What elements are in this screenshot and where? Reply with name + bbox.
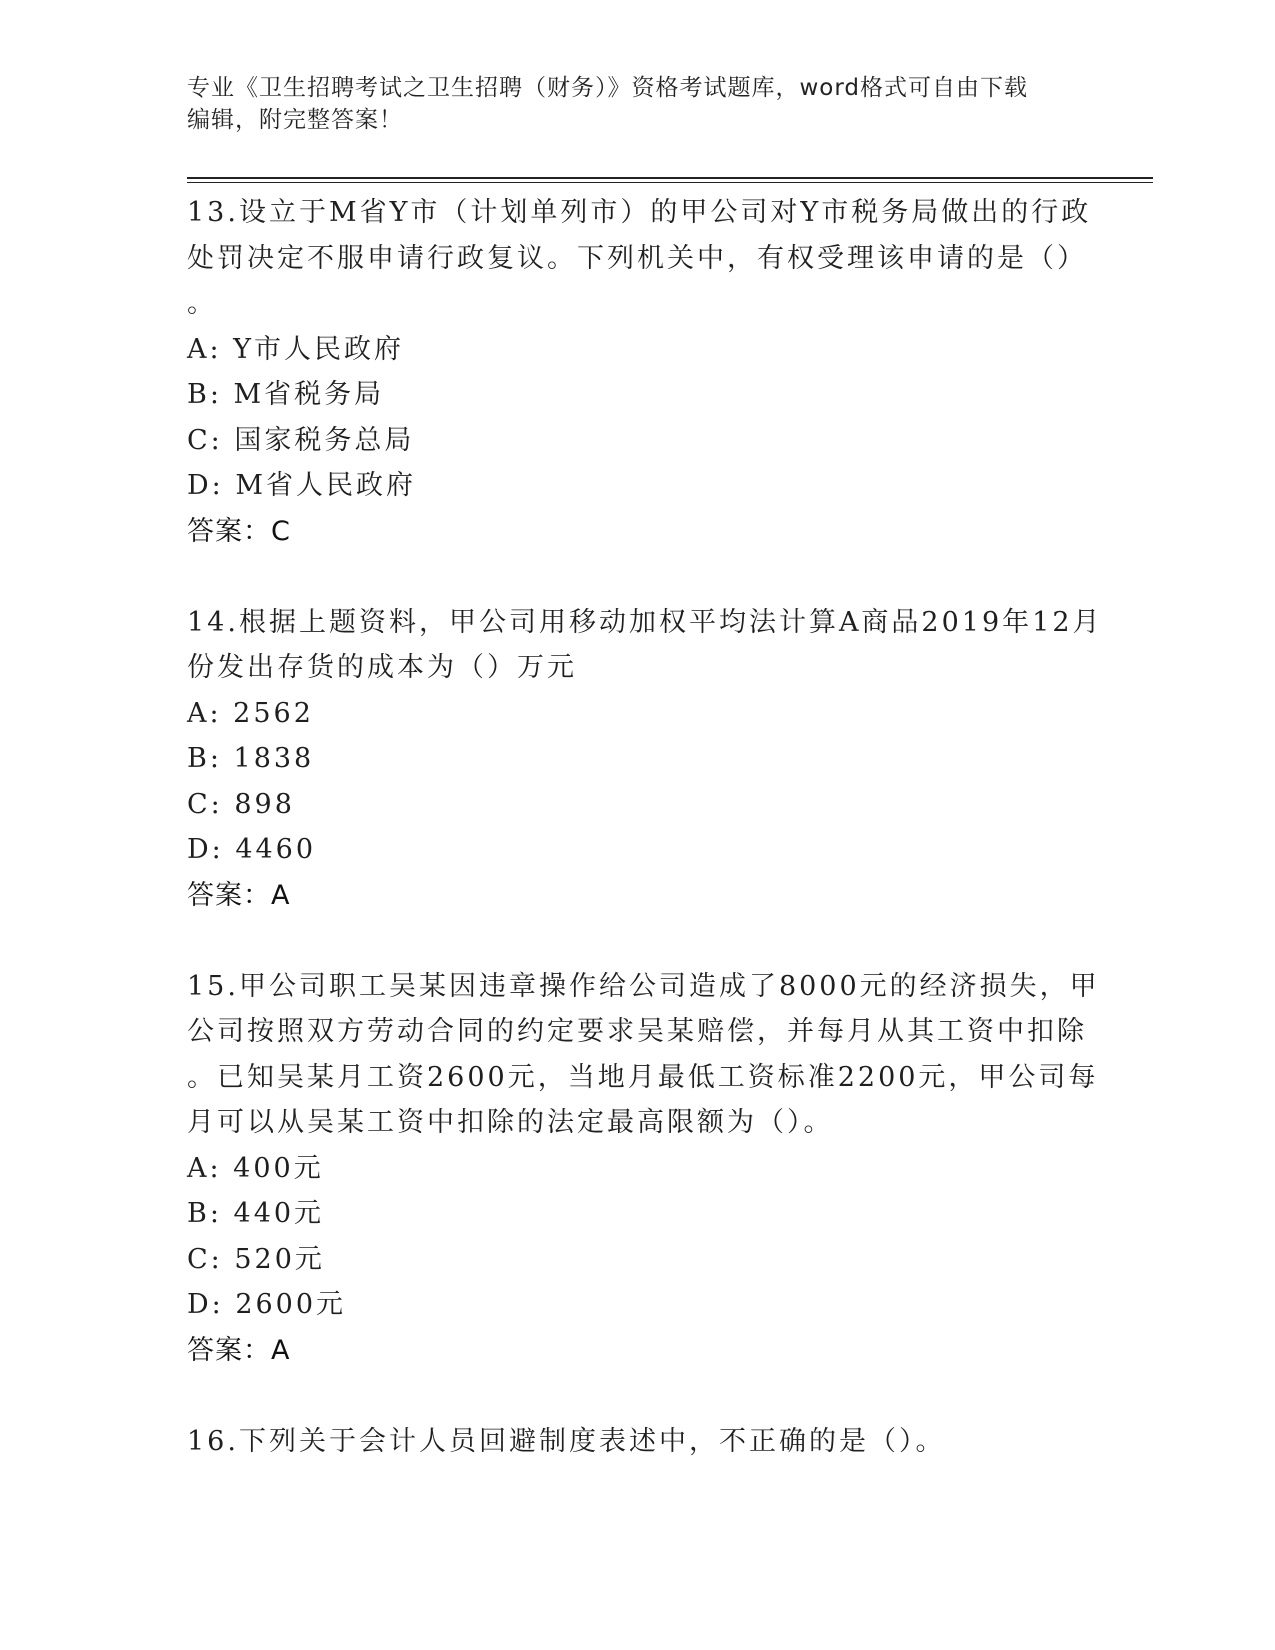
question-list xyxy=(187,190,1103,1464)
question-spacer xyxy=(187,918,1087,964)
question-spacer xyxy=(187,554,1087,600)
option-d: D: 4460 xyxy=(187,834,317,865)
option-b: B: 440元 xyxy=(187,1198,325,1229)
option-d: D: 2600元 xyxy=(187,1289,347,1320)
question-spacer xyxy=(187,1373,1087,1419)
header-line-2: 编辑，附完整答案！ xyxy=(187,107,403,133)
option-b: B: M省税务局 xyxy=(187,379,385,410)
question-stem-line: 月可以从吴某工资中扣除的法定最高限额为（）。 xyxy=(187,1107,834,1138)
header-rule-thin xyxy=(187,182,1153,183)
header-line-1: 专业《卫生招聘考试之卫生招聘（财务）》资格考试题库，word格式可自由下载 xyxy=(187,75,1029,101)
answer-line: 答案：C xyxy=(187,515,291,547)
question-15 xyxy=(187,964,1100,1374)
header-rule-thick xyxy=(187,177,1153,179)
question-13 xyxy=(187,190,1092,554)
question-stem-line: 16.下列关于会计人员回避制度表述中，不正确的是（）。 xyxy=(187,1425,946,1457)
question-stem-line: 。已知吴某月工资2600元，当地月最低工资标准2200元，甲公司每 xyxy=(187,1061,1099,1093)
question-stem-line: 15.甲公司职工吴某因违章操作给公司造成了8000元的经济损失，甲 xyxy=(187,970,1100,1002)
option-a: A: Y市人民政府 xyxy=(187,333,405,365)
option-d: D: M省人民政府 xyxy=(187,470,416,501)
question-14 xyxy=(187,600,1103,919)
option-c: C: 520元 xyxy=(187,1243,325,1275)
answer-line: 答案：A xyxy=(187,879,291,911)
question-stem-line: 处罚决定不服申请行政复议。下列机关中，有权受理该申请的是（） xyxy=(187,242,1087,274)
answer-line: 答案：A xyxy=(187,1334,291,1366)
document-header xyxy=(187,72,1067,136)
option-a: A: 2562 xyxy=(187,697,314,729)
question-stem-line: 13.设立于M省Y市（计划单列市）的甲公司对Y市税务局做出的行政 xyxy=(187,197,1092,228)
question-stem-line: 。 xyxy=(187,288,217,319)
question-stem-line: 公司按照双方劳动合同的约定要求吴某赔偿，并每月从其工资中扣除 xyxy=(187,1016,1087,1047)
option-a: A: 400元 xyxy=(187,1152,324,1184)
question-stem-line: 14.根据上题资料，甲公司用移动加权平均法计算A商品2019年12月 xyxy=(187,606,1103,638)
option-c: C: 国家税务总局 xyxy=(187,424,415,456)
question-16 xyxy=(187,1419,1087,1465)
option-c: C: 898 xyxy=(187,788,295,820)
question-stem-line: 份发出存货的成本为（）万元 xyxy=(187,652,577,683)
option-b: B: 1838 xyxy=(187,743,315,774)
